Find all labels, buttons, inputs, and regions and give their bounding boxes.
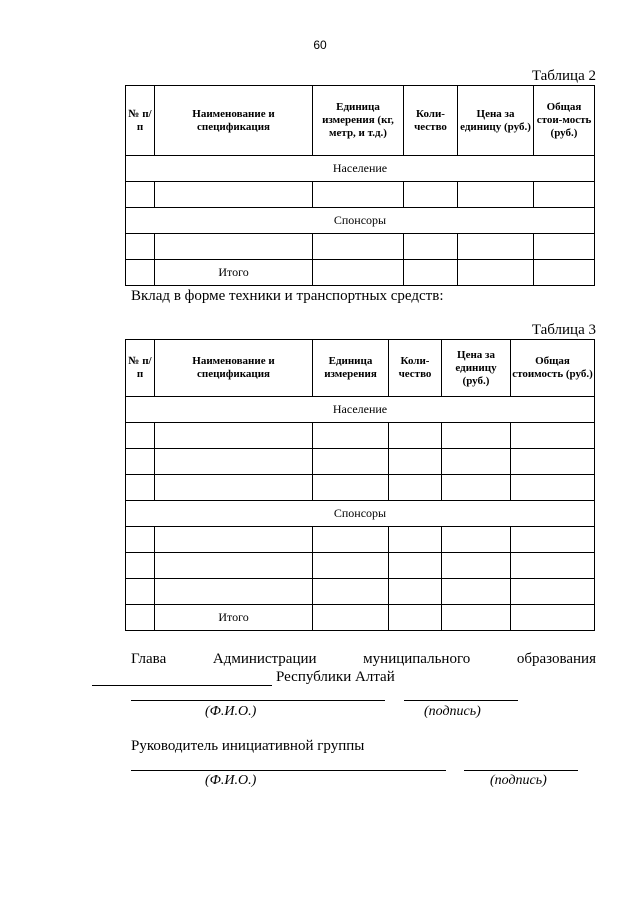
table-cell[interactable] [155, 449, 313, 475]
head-title-line2: Республики Алтай [276, 669, 395, 685]
table-cell[interactable] [389, 553, 442, 579]
table-row [126, 182, 595, 208]
table-cell[interactable] [155, 553, 313, 579]
table-cell[interactable] [126, 182, 155, 208]
table-cell[interactable] [442, 423, 511, 449]
table-cell[interactable] [511, 553, 595, 579]
table-cell[interactable] [442, 553, 511, 579]
table-cell[interactable] [534, 260, 595, 286]
table2-caption: Таблица 2 [531, 68, 596, 84]
table-cell[interactable] [313, 579, 389, 605]
table2-header-row [126, 86, 595, 156]
table-cell[interactable] [155, 234, 313, 260]
col-total-header: Общая стои-мость (руб.) [534, 86, 595, 156]
table-cell[interactable] [155, 527, 313, 553]
signature-blank-line[interactable] [404, 700, 518, 701]
table-cell[interactable] [126, 449, 155, 475]
table-row [126, 527, 595, 553]
head-title-line [131, 651, 596, 668]
leader-fio-blank-line[interactable] [131, 770, 446, 771]
table-cell[interactable] [458, 234, 534, 260]
table-cell[interactable] [313, 553, 389, 579]
leader-fio-label: (Ф.И.О.) [205, 773, 257, 788]
page-number: 60 [313, 38, 327, 52]
leader-signature-label: (подпись) [490, 773, 547, 788]
table-cell[interactable] [126, 475, 155, 501]
table-cell[interactable] [511, 475, 595, 501]
head-word: Глава [131, 651, 167, 667]
table-cell[interactable] [511, 579, 595, 605]
table-row [126, 234, 595, 260]
col-quantity-header: Коли-чество [404, 86, 458, 156]
col-number-header: № п/п [126, 340, 155, 397]
table-cell[interactable] [404, 260, 458, 286]
table-cell[interactable] [389, 475, 442, 501]
col-name-header: Наименование и спецификация [155, 86, 313, 156]
head-word: муниципального [363, 651, 471, 667]
table-cell[interactable] [389, 527, 442, 553]
table-row [126, 579, 595, 605]
table-cell[interactable] [313, 182, 404, 208]
table-cell[interactable] [313, 527, 389, 553]
table3 [125, 339, 595, 631]
table-cell[interactable] [155, 423, 313, 449]
table-cell[interactable] [313, 449, 389, 475]
col-name-header: Наименование и спецификация [155, 340, 313, 397]
section-population: Население [126, 156, 595, 182]
table-cell[interactable] [313, 423, 389, 449]
table-cell[interactable] [126, 527, 155, 553]
table2 [125, 85, 595, 286]
table-cell[interactable] [511, 423, 595, 449]
col-total-header: Общая стоимость (руб.) [511, 340, 595, 397]
table-cell[interactable] [534, 234, 595, 260]
leader-signature-blank-line[interactable] [464, 770, 578, 771]
table-cell[interactable] [442, 605, 511, 631]
table-cell[interactable] [155, 579, 313, 605]
table-cell[interactable] [404, 182, 458, 208]
table-cell[interactable] [389, 579, 442, 605]
table-cell[interactable] [511, 605, 595, 631]
table-cell[interactable] [458, 260, 534, 286]
table-row [126, 449, 595, 475]
col-unit-header: Единица измерения (кг, метр, и т.д.) [313, 86, 404, 156]
table-row [126, 475, 595, 501]
table-cell[interactable] [389, 605, 442, 631]
table-cell[interactable] [155, 475, 313, 501]
table-cell[interactable] [458, 182, 534, 208]
table3-header-row [126, 340, 595, 397]
table-cell[interactable] [442, 449, 511, 475]
table-cell[interactable] [126, 260, 155, 286]
table-cell[interactable] [313, 605, 389, 631]
table-row [126, 553, 595, 579]
table-cell[interactable] [313, 260, 404, 286]
table-cell[interactable] [404, 234, 458, 260]
head-word: Администрации [212, 651, 317, 667]
table-cell[interactable] [389, 449, 442, 475]
signature-label: (подпись) [424, 704, 481, 719]
fio-blank-line[interactable] [131, 700, 385, 701]
total-label: Итого [155, 605, 313, 631]
fio-label: (Ф.И.О.) [205, 704, 257, 719]
table3-caption: Таблица 3 [531, 322, 596, 338]
table-cell[interactable] [313, 475, 389, 501]
table-cell[interactable] [442, 475, 511, 501]
section-population: Население [126, 397, 595, 423]
col-price-header: Цена за единицу (руб.) [458, 86, 534, 156]
table-cell[interactable] [155, 182, 313, 208]
municipality-blank-line[interactable] [92, 685, 272, 686]
table-cell[interactable] [389, 423, 442, 449]
table-cell[interactable] [126, 423, 155, 449]
table-row [126, 423, 595, 449]
total-row [126, 605, 595, 631]
section-sponsors: Спонсоры [126, 208, 595, 234]
table-cell[interactable] [534, 182, 595, 208]
col-number-header: № п/п [126, 86, 155, 156]
col-price-header: Цена за единицу (руб.) [442, 340, 511, 397]
table-cell[interactable] [442, 527, 511, 553]
table-cell[interactable] [126, 605, 155, 631]
table-cell[interactable] [126, 579, 155, 605]
table-cell[interactable] [511, 527, 595, 553]
total-label: Итого [155, 260, 313, 286]
section-heading: Вклад в форме техники и транспортных средств: [131, 288, 444, 304]
total-row [126, 260, 595, 286]
section-sponsors: Спонсоры [126, 501, 595, 527]
head-word: образования [516, 651, 596, 667]
col-unit-header: Единица измерения [313, 340, 389, 397]
table-cell[interactable] [126, 234, 155, 260]
table-cell[interactable] [126, 553, 155, 579]
table-cell[interactable] [511, 449, 595, 475]
table-cell[interactable] [442, 579, 511, 605]
table-cell[interactable] [313, 234, 404, 260]
col-quantity-header: Коли-чество [389, 340, 442, 397]
leader-title: Руководитель инициативной группы [131, 738, 365, 754]
